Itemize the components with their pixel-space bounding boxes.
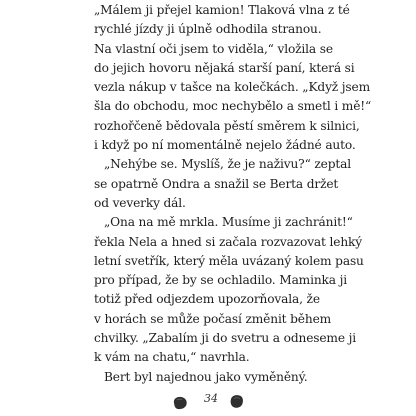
- text-line: totiž před odjezdem upozorňovala, že: [94, 292, 320, 307]
- text-line: k vám na chatu,“ navrhla.: [94, 350, 250, 365]
- body-text: [94, 1, 414, 387]
- stone-icon: [172, 396, 188, 415]
- text-line: „Ona na mě mrkla. Musíme ji zachránit!“: [104, 215, 353, 230]
- text-line: chvilky. „Zabalím ji do svetru a odneseme ji: [94, 331, 356, 346]
- text-line: Bert byl najednou jako vyměněný.: [104, 369, 308, 384]
- text-line: vezla nákup v tašce na kolečkách. „Když jsem: [94, 80, 370, 95]
- text-line: od veverky dál.: [94, 195, 186, 210]
- text-line: v horách se může počasí změnit během: [94, 311, 332, 326]
- text-line: „Nehýbe se. Myslíš, že je naživu?“ zeptal: [104, 157, 351, 172]
- text-line: šla do obchodu, moc nechybělo a smetl i mě!“: [94, 99, 372, 114]
- text-line: Na vlastní oči jsem to viděla,“ vložila se: [94, 41, 333, 56]
- text-line: se opatrně Ondra a snažil se Berta držet: [94, 176, 339, 191]
- text-line: letní svetřík, který měla uvázaný kolem pasu: [94, 253, 364, 268]
- text-line: i když po ní momentálně nejelo žádné auto.: [94, 138, 356, 153]
- page-number: 34: [204, 392, 218, 405]
- page-footer: [0, 392, 416, 416]
- stone-shape: [174, 397, 187, 409]
- stone-shape: [231, 395, 243, 408]
- text-line: „Málem ji přejel kamion! Tlaková vlna z té: [94, 3, 350, 17]
- text-line: pro případ, že by se ochladilo. Maminka ji: [94, 273, 347, 288]
- text-line: rozhořčeně bědovala pěstí směrem k silnici,: [94, 118, 360, 133]
- text-line: řekla Nela a hned si začala rozvazovat lehký: [94, 234, 362, 249]
- text-line: rychlé jízdy ji úplně odhodila stranou.: [94, 22, 322, 37]
- stone-icon: [229, 394, 244, 414]
- text-line: do jejich hovoru nějaká starší paní, která si: [94, 60, 355, 75]
